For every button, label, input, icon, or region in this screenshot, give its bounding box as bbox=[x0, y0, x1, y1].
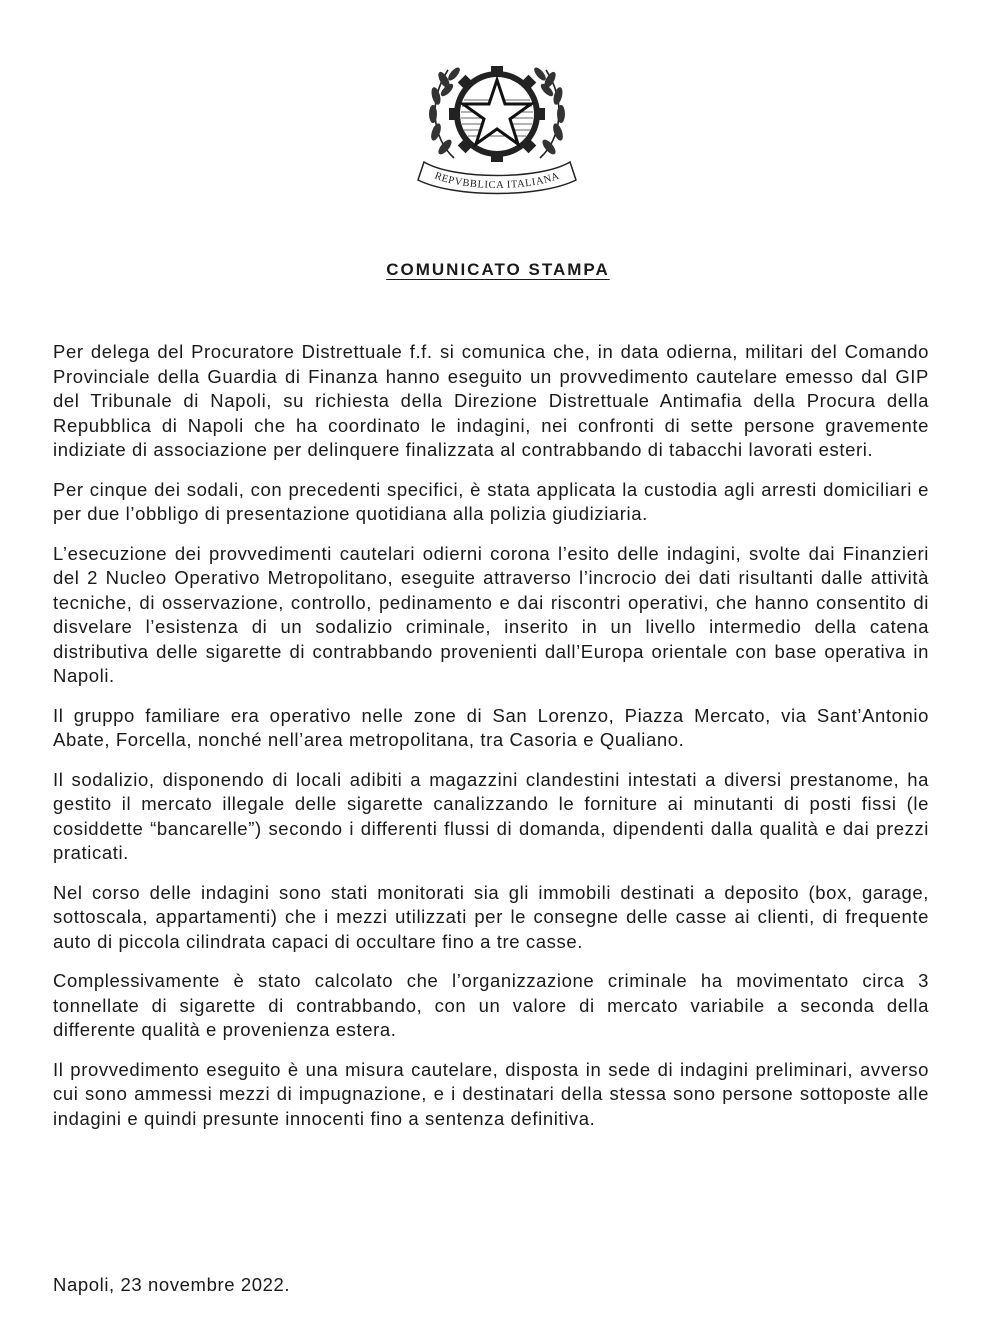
paragraph-6: Nel corso delle indagini sono stati monitorati sia gli immobili destinati a deposito (box, garage, sottoscala, appartamenti) che i mezzi utilizzati per le consegne delle casse ai clienti, di frequente auto di piccola cilindrata capaci di occultare fino a tre casse. bbox=[53, 881, 929, 952]
document-title bbox=[0, 260, 996, 280]
paragraph-4: Il gruppo familiare era operativo nelle zone di San Lorenzo, Piazza Mercato, via Sant’Antonio Abate, Forcella, nonché nell’area metropolitana, tra Casoria e Qualiano. bbox=[53, 704, 929, 750]
place-date: Napoli, 23 novembre 2022. bbox=[53, 1274, 291, 1295]
paragraph-5: Il sodalizio, disponendo di locali adibiti a magazzini clandestini intestati a diversi prestanome, ha gestito il mercato illegale delle sigarette canalizzando le forniture ai minutanti di posti fissi (le cosiddette “bancarelle”) secondo i differenti flussi di domanda, dipendenti dalla qualità e dai prezzi praticati. bbox=[53, 768, 929, 863]
paragraph-7: Complessivamente è stato calcolato che l’organizzazione criminale ha movimentato circa 3 tonnellate di sigarette di contrabbando, con un valore di mercato variabile a seconda della differente qualità e provenienza estera. bbox=[53, 970, 929, 1040]
document-title-text: COMUNICATO STAMPA bbox=[386, 260, 610, 279]
emblem-motto: REPVBBLICA ITALIANA bbox=[432, 170, 562, 192]
paragraph-8: Il provvedimento eseguito è una misura cautelare, disposta in sede di indagini preliminari, avverso cui sono ammessi mezzi di impugnazione, e i destinatari della stessa sono persone sottoposte alle indagini e quindi presunte innocenti fino a sentenza definitiva. bbox=[53, 1058, 929, 1129]
emblem-icon bbox=[414, 30, 580, 200]
paragraph-2: Per cinque dei sodali, con precedenti specifici, è stata applicata la custodia agli arresti domiciliari e per due l’obbligo di presentazione quotidiana alla polizia giudiziaria. bbox=[53, 478, 929, 524]
paragraph-1: Per delega del Procuratore Distrettuale f.f. si comunica che, in data odierna, militari del Comando Provinciale della Guardia di Finanza hanno eseguito un provvedimento cautelare emesso dal GIP del Tribunale di Napoli, su richiesta della Direzione Distrettuale Antimafia della Procura della Repubblica di Napoli che ha coordinato le indagini, nei confronti di sette persone gravemente indiziate di associazione per delinquere finalizzata al contrabbando di tabacchi lavorati esteri. bbox=[53, 341, 929, 460]
document-body bbox=[53, 340, 929, 1146]
paragraph-3: L’esecuzione dei provvedimenti cautelari odierni corona l’esito delle indagini, svolte dai Finanzieri del 2 Nucleo Operativo Metropolitano, eseguite attraverso l’incrocio dei dati risultanti dalle attività tecniche, di osservazione, controllo, pedinamento e dai riscontri operativi, che hanno consentito di disvelare l’esistenza di un sodalizio criminale, inserito in un livello intermedio della catena distributiva delle sigarette di contrabbando provenienti dall’Europa orientale con base operativa in Napoli. bbox=[53, 542, 929, 686]
